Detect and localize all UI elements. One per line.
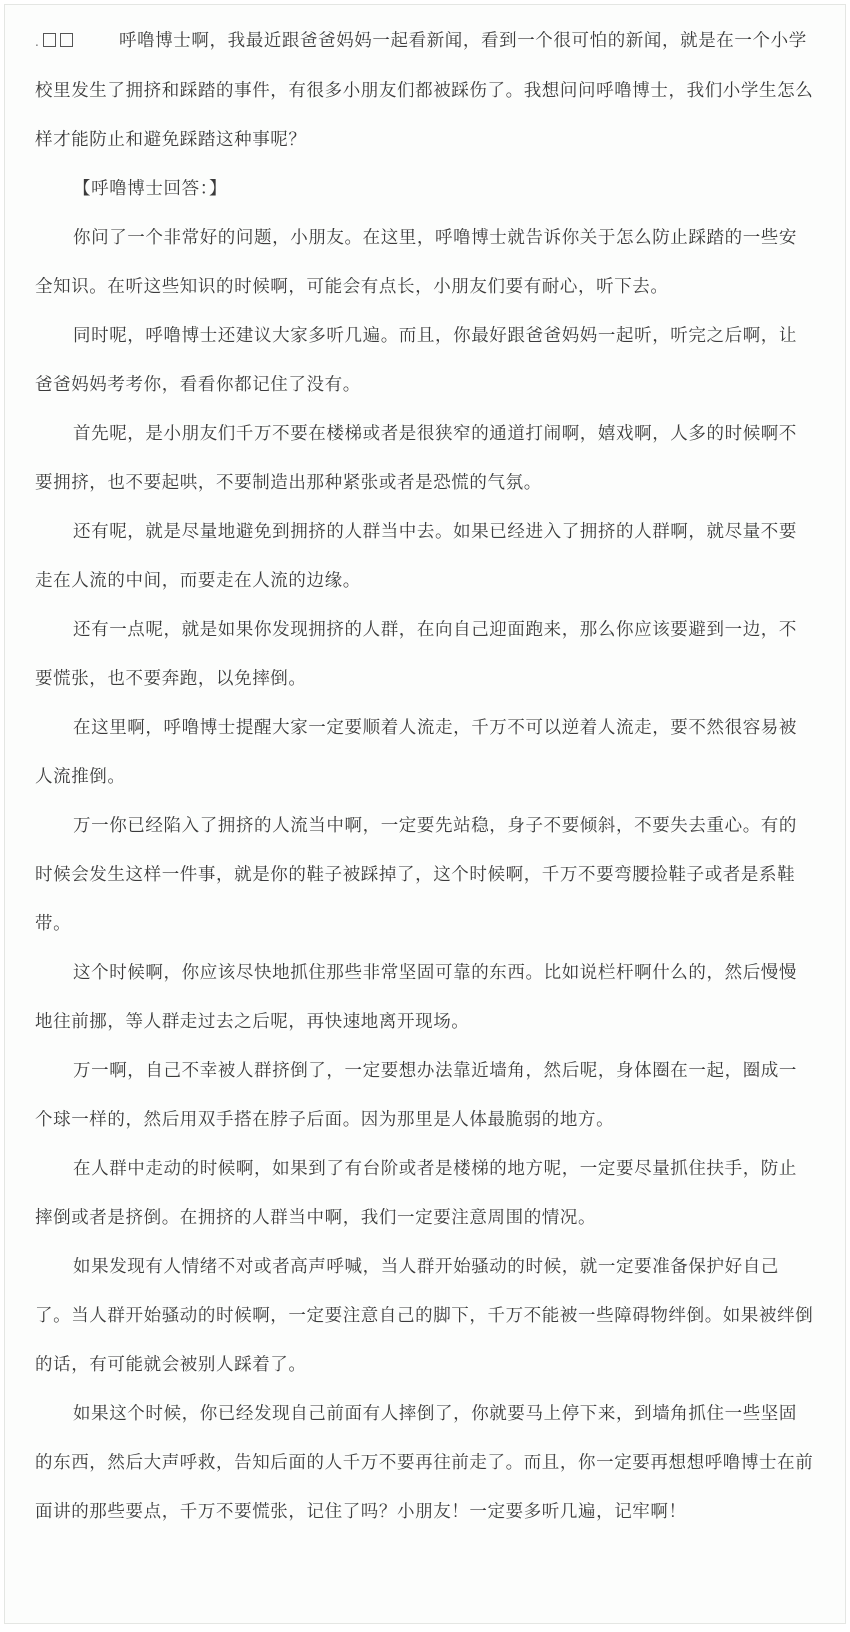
- article-page: [4, 4, 846, 1624]
- answer-paragraph: 在人群中走动的时候啊，如果到了有台阶或者是楼梯的地方呢，一定要尽量抓住扶手，防止摔倒或者是挤倒。在拥挤的人群当中啊，我们一定要注意周围的情况。: [35, 1159, 797, 1228]
- answer-paragraph: 同时呢，呼噜博士还建议大家多听几遍。而且，你最好跟爸爸妈妈一起听，听完之后啊，让爸爸妈妈考考你，看看你都记住了没有。: [35, 326, 797, 395]
- answer-paragraph: 在这里啊，呼噜博士提醒大家一定要顺着人流走，千万不可以逆着人流走，要不然很容易被人流推倒。: [35, 718, 797, 787]
- answer-paragraph: 万一你已经陷入了拥挤的人流当中啊，一定要先站稳，身子不要倾斜，不要失去重心。有的时候会发生这样一件事，就是你的鞋子被踩掉了，这个时候啊，千万不要弯腰捡鞋子或者是系鞋带。: [35, 816, 797, 934]
- lead-dot: .: [35, 35, 40, 49]
- missing-glyph-icon: [60, 33, 73, 47]
- answer-paragraph: 首先呢，是小朋友们千万不要在楼梯或者是很狭窄的通道打闹啊，嬉戏啊，人多的时候啊不要拥挤，也不要起哄，不要制造出那种紧张或者是恐慌的气氛。: [35, 424, 797, 493]
- question-text: 呼噜博士啊，我最近跟爸爸妈妈一起看新闻，看到一个很可怕的新闻，就是在一个小学校里发生了拥挤和踩踏的事件，有很多小朋友们都被踩伤了。我想问问呼噜博士，我们小学生怎么样才能防止和避免踩踏这种事呢？: [35, 31, 814, 150]
- missing-glyph-icon: [43, 33, 56, 47]
- answer-paragraph: 还有一点呢，就是如果你发现拥挤的人群，在向自己迎面跑来，那么你应该要避到一边，不要慌张，也不要奔跑，以免摔倒。: [35, 620, 797, 689]
- answer-paragraph: 你问了一个非常好的问题，小朋友。在这里，呼噜博士就告诉你关于怎么防止踩踏的一些安全知识。在听这些知识的时候啊，可能会有点长，小朋友们要有耐心，听下去。: [35, 228, 797, 297]
- missing-glyph-lead: [35, 17, 119, 67]
- answer-paragraph: 这个时候啊，你应该尽快地抓住那些非常坚固可靠的东西。比如说栏杆啊什么的，然后慢慢地往前挪，等人群走过去之后呢，再快速地离开现场。: [35, 963, 797, 1032]
- answer-paragraph: 还有呢，就是尽量地避免到拥挤的人群当中去。如果已经进入了拥挤的人群啊，就尽量不要走在人流的中间，而要走在人流的边缘。: [35, 522, 797, 591]
- answer-paragraph: 如果这个时候，你已经发现自己前面有人摔倒了，你就要马上停下来，到墙角抓住一些坚固的东西，然后大声呼救，告知后面的人千万不要再往前走了。而且，你一定要再想想呼噜博士在前面讲的那些要点，千万不要慌张，记住了吗？小朋友！一定要多听几遍，记牢啊！: [35, 1404, 814, 1522]
- question-paragraph: [35, 17, 815, 165]
- answer-heading: 【呼噜博士回答：】: [73, 179, 228, 199]
- answer-paragraph: 万一啊，自己不幸被人群挤倒了，一定要想办法靠近墙角，然后呢，身体圈在一起，圈成一个球一样的，然后用双手搭在脖子后面。因为那里是人体最脆弱的地方。: [35, 1061, 797, 1130]
- answer-paragraph: 如果发现有人情绪不对或者高声呼喊，当人群开始骚动的时候，就一定要准备保护好自己了。当人群开始骚动的时候啊，一定要注意自己的脚下，千万不能被一些障碍物绊倒。如果被绊倒的话，有可能就会被别人踩着了。: [35, 1257, 814, 1375]
